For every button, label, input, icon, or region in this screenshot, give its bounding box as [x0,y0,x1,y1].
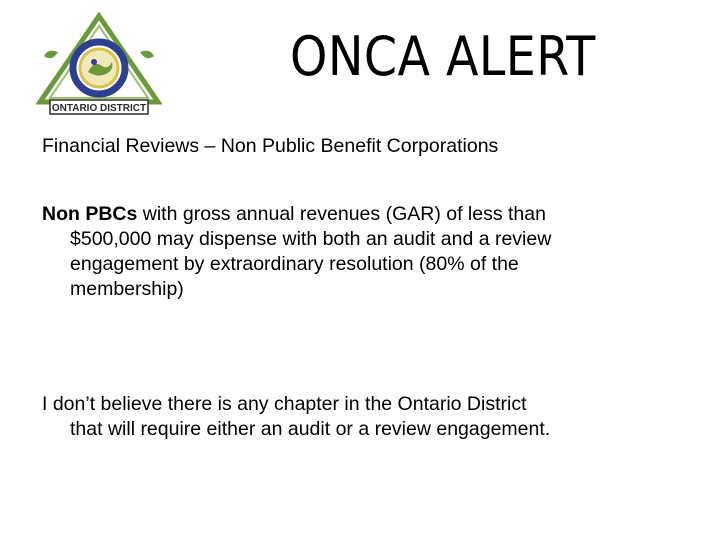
page-title: ONCA ALERT [290,25,596,88]
paragraph-line: that will require either an audit or a review engagement. [70,418,551,440]
paragraph-line: I don’t believe there is any chapter in the Ontario District [42,393,527,415]
logo-leaf-left [44,51,58,59]
logo-emblem-dot [91,59,97,65]
paragraph-non-pbcs [42,202,702,302]
ontario-district-logo [36,12,162,116]
paragraph-line: $500,000 may dispense with both an audit and a review [70,228,552,250]
paragraph-text: with gross annual revenues (GAR) of less than [137,203,546,225]
paragraph-line [42,202,702,227]
ontario-district-logo-icon [36,12,162,116]
non-pbcs-bold: Non PBCs [42,203,138,225]
paragraph-belief [42,392,702,442]
logo-leaf-right [140,51,154,59]
paragraph-line: engagement by extraordinary resolution (80% of the [70,253,519,275]
logo-banner-text: ONTARIO DISTRICT [51,103,147,114]
subtitle: Financial Reviews – Non Public Benefit Corporations [42,135,499,157]
paragraph-line: membership) [70,278,184,300]
